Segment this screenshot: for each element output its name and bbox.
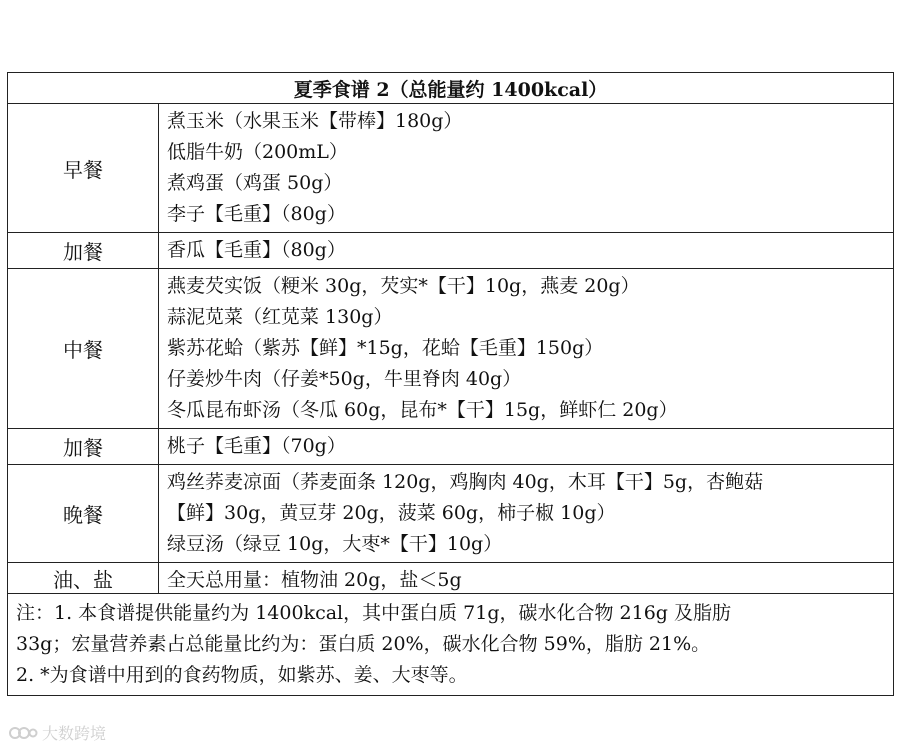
meal-item: 冬瓜昆布虾汤（冬瓜 60g，昆布*【干】15g，鲜虾仁 20g） — [167, 399, 678, 421]
note-line: 33g；宏量营养素占总能量比约为：蛋白质 20%，碳水化合物 59%，脂肪 21%。 — [16, 633, 711, 655]
meal-item: 李子【毛重】（80g） — [167, 203, 346, 225]
meal-item: 仔姜炒牛肉（仔姜*50g，牛里脊肉 40g） — [167, 368, 522, 390]
meal-name: 早餐 — [8, 104, 159, 233]
note-line: 2. *为食谱中用到的食药物质，如紫苏、姜、大枣等。 — [16, 664, 468, 686]
watermark — [8, 721, 106, 744]
meal-name: 加餐 — [8, 233, 159, 269]
notes-row — [8, 594, 894, 696]
meal-name: 加餐 — [8, 429, 159, 465]
note-line: 注：1. 本食谱提供能量约为 1400kcal，其中蛋白质 71g，碳水化合物 216g 及脂肪 — [16, 602, 732, 624]
meal-item: 煮鸡蛋（鸡蛋 50g） — [167, 172, 343, 194]
meal-item: 【鲜】30g，黄豆芽 20g，菠菜 60g，柿子椒 10g） — [167, 502, 616, 524]
meal-name: 晚餐 — [8, 465, 159, 563]
oil-salt-value: 全天总用量：植物油 20g，盐＜5g — [159, 563, 894, 594]
meal-item: 蒜泥苋菜（红苋菜 130g） — [167, 306, 393, 328]
table-title: 夏季食谱 2（总能量约 1400kcal） — [8, 73, 894, 104]
meal-items — [159, 104, 894, 233]
notes — [8, 594, 894, 696]
meal-item: 紫苏花蛤（紫苏【鲜】*15g，花蛤【毛重】150g） — [167, 337, 604, 359]
meal-item: 桃子【毛重】（70g） — [167, 435, 346, 457]
meal-item: 绿豆汤（绿豆 10g，大枣*【干】10g） — [167, 533, 503, 555]
meal-row-dinner — [8, 465, 894, 563]
meal-row-snack-1 — [8, 233, 894, 269]
meal-row-snack-2 — [8, 429, 894, 465]
watermark-text: 大数跨境 — [42, 724, 107, 743]
recipe-table — [7, 72, 894, 696]
meal-item: 煮玉米（水果玉米【带棒】180g） — [167, 110, 463, 132]
watermark-logo-icon — [8, 724, 38, 742]
meal-items — [159, 465, 894, 563]
meal-name: 中餐 — [8, 269, 159, 429]
meal-row-breakfast — [8, 104, 894, 233]
meal-row-lunch — [8, 269, 894, 429]
meal-items — [159, 429, 894, 465]
meal-item: 香瓜【毛重】（80g） — [167, 239, 346, 261]
meal-items — [159, 269, 894, 429]
meal-items — [159, 233, 894, 269]
oil-salt-row — [8, 563, 894, 594]
meal-item: 鸡丝荞麦凉面（荞麦面条 120g，鸡胸肉 40g，木耳【干】5g，杏鲍菇 — [167, 471, 764, 493]
meal-item: 燕麦芡实饭（粳米 30g，芡实*【干】10g，燕麦 20g） — [167, 275, 640, 297]
meal-item: 低脂牛奶（200mL） — [167, 141, 348, 163]
oil-salt-label: 油、盐 — [8, 563, 159, 594]
title-row — [8, 73, 894, 104]
